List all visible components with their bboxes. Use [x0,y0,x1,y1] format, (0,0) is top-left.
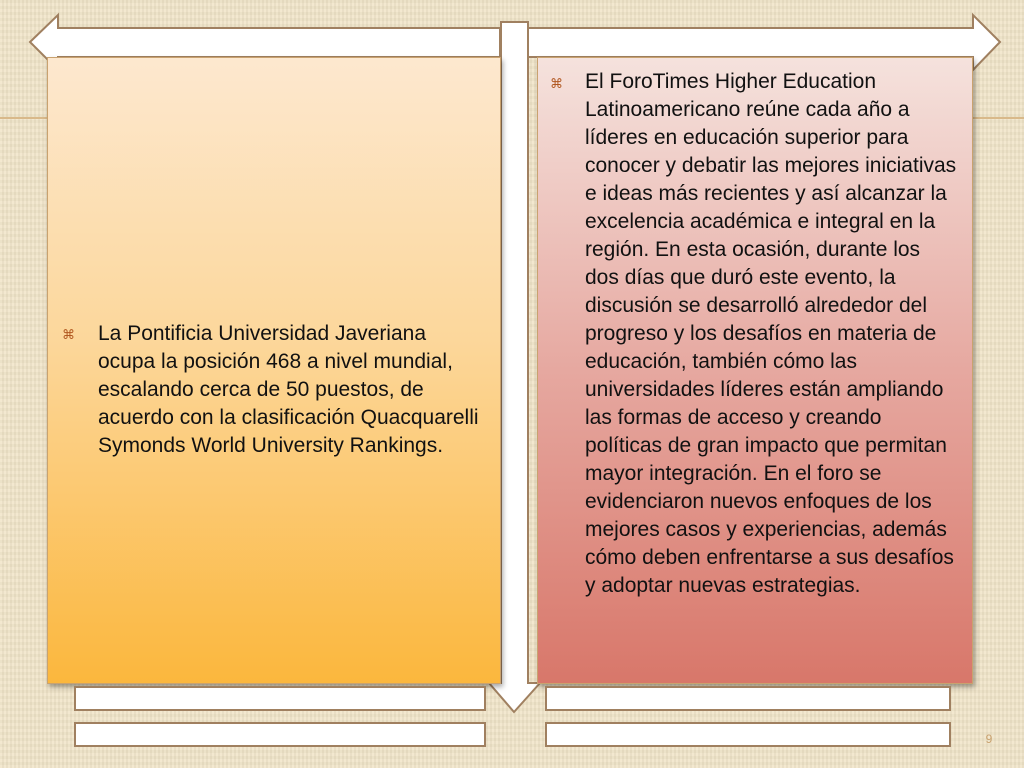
decorative-bar [74,686,486,711]
right-text-panel [537,57,973,684]
right-bullet-item [538,58,972,600]
bullet-icon: ⌘ [62,326,75,342]
right-bullet-text: El ForoTimes Higher Education Latinoamericano reúne cada año a líderes en educación superior para conocer y debatir las mejores iniciativas e ideas más recientes y así alcanzar la excelencia académica e integral en la región. En esta ocasión, durante los dos días que duró este evento, la discusión se desarrolló alrededor del progreso y los desafíos en materia de educación, también cómo las universidades líderes están ampliando las formas de acceso y creando políticas de gran impacto que permitan mayor integración. En el foro se evidenciaron nuevos enfoques de los mejores casos y experiencias, además cómo deben enfrentarse a sus desafíos y adoptar nuevas estrategias. [585,70,957,597]
decorative-bar [545,722,951,747]
left-bullet-text: La Pontificia Universidad Javeriana ocupa la posición 468 a nivel mundial, escalando cerca de 50 puestos, de acuerdo con la clasificación Quacquarelli Symonds World University Rankings. [98,321,479,457]
left-bullet-item [48,320,500,460]
bullet-icon: ⌘ [550,76,563,91]
decorative-bar [74,722,486,747]
left-text-panel [47,57,501,684]
page-number: 9 [985,732,993,746]
decorative-bar [545,686,951,711]
